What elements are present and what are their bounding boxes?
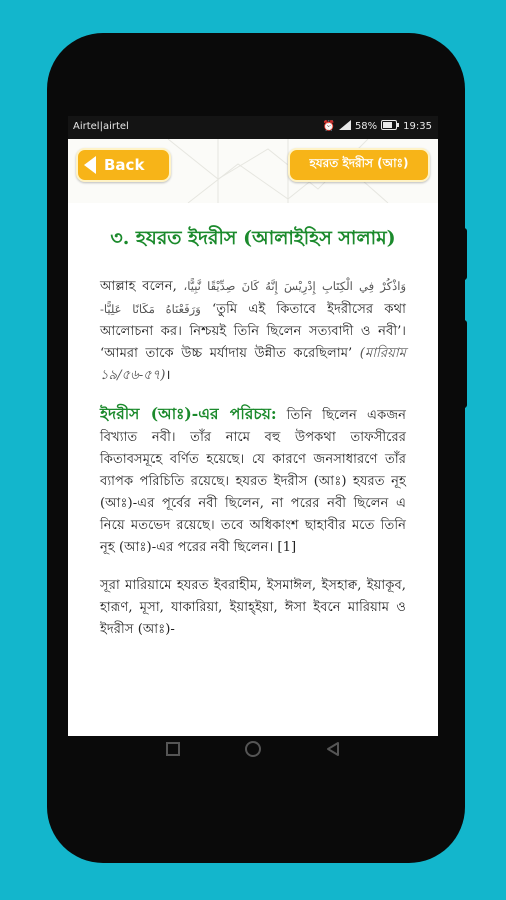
- volume-button: [459, 228, 467, 280]
- status-bar: [68, 116, 438, 139]
- alarm-icon: ⏰: [322, 121, 335, 132]
- paragraph-3: সূরা মারিয়ামে হযরত ইবরাহীম, ইসমাঈল, ইসহাক্ব, ইয়াকূব, হারূণ, মূসা, যাকারিয়া, ইয়াহ্ইয়া, ঈসা ইবনে মারিয়াম ও ইদরীস (আঃ)-: [100, 578, 406, 637]
- arabic-verse: وَاذْكُرْ فِي الْكِتَابِ إِدْرِيْسَ إِنَّهُ كَانَ صِدِّيْقًا نَّبِيًّا، وَرَفَعْنَاهُ مَكَانًا عَلِيًّا-: [100, 279, 406, 316]
- clock: 19:35: [403, 121, 432, 132]
- carrier-label: Airtel|airtel: [73, 121, 129, 132]
- paragraph-1: [100, 275, 406, 387]
- power-button: [459, 320, 467, 408]
- recents-button[interactable]: [162, 738, 184, 760]
- back-arrow-icon: [84, 156, 96, 174]
- battery-percent: 58%: [354, 121, 378, 132]
- square-icon: [165, 741, 181, 757]
- article-heading: ৩. হযরত ইদরীস (আলাইহিস সালাম): [110, 227, 396, 249]
- app-screen: [68, 116, 438, 736]
- back-label: Back: [104, 156, 145, 174]
- circle-icon: [244, 740, 262, 758]
- chapter-title: হযরত ইদরীস (আঃ): [309, 156, 409, 170]
- status-icons: [322, 120, 432, 133]
- triangle-back-icon: [325, 741, 341, 757]
- app-bar: [68, 139, 438, 203]
- navigation-bar: [68, 736, 438, 762]
- paragraph-1-end: ।: [165, 368, 171, 383]
- paragraph-1-lead: আল্লাহ বলেন,: [100, 279, 184, 294]
- paragraph-2: [100, 403, 406, 559]
- article-content[interactable]: [68, 203, 438, 736]
- paragraph-1-body: ‘তুমি এই কিতাবে ইদরীসের কথা আলোচনা কর। নিশ্চয়ই তিনি ছিলেন সত্যবাদী ও নবী’। ‘আমরা তাকে উচ্চ মর্যাদায় উন্নীত করেছিলাম’: [100, 302, 406, 361]
- battery-icon: [381, 120, 399, 133]
- paragraph-2-body: তিনি ছিলেন একজন বিখ্যাত নবী। তাঁর নামে বহু উপকথা তাফসীরের কিতাবসমূহে বর্ণিত হয়েছে। যে কারণে জনসাধারণে তাঁর ব্যাপক পরিচিতি রয়েছে। হযরত ইদরীস (আঃ) হযরত নূহ (আঃ)-এর পূর্বের নবী ছিলেন, না পরের নবী ছিলেন এ নিয়ে মতভেদ রয়েছে। তবে অধিকাংশ ছাহাবীর মতে তিনি নূহ (আঃ)-এর পরের নবী ছিলেন। [1]: [100, 408, 406, 555]
- chapter-title-button[interactable]: [288, 148, 430, 182]
- verse-reference: (মারিয়াম ১৯/৫৬-৫৭): [100, 346, 406, 383]
- home-button[interactable]: [242, 738, 264, 760]
- nav-back-button[interactable]: [322, 738, 344, 760]
- back-button[interactable]: [76, 148, 171, 182]
- signal-icon: [339, 120, 351, 133]
- section-subheading: ইদরীস (আঃ)-এর পরিচয়:: [100, 404, 277, 423]
